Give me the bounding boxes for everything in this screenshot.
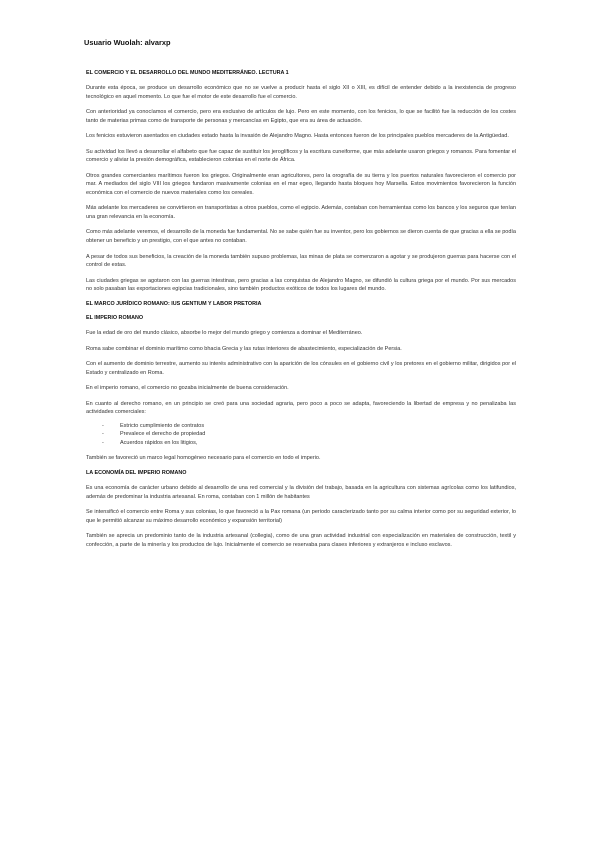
paragraph: En el imperio romano, el comercio no gozaba inicialmente de buena consideración. (86, 385, 289, 392)
section-title-imperio-romano: EL IMPERIO ROMANO (86, 314, 144, 321)
paragraph: Durante esta época, se produce un desarrollo económico que no se vuelve a producir hasta el siglo XII o XIII, es difícil de entender debido a la inexistencia de progreso tecnológico en aquel momento. Lo que fue el motor de este desarrollo fue el comercio. (86, 85, 516, 100)
paragraph: A pesar de todos sus beneficios, la creación de la moneda también supuso problemas, las minas de plata se comenzaron a agotar y se produjeron guerras para hacerse con el control de estas. (86, 253, 516, 269)
document-body (86, 70, 516, 556)
paragraph: Es una economía de carácter urbano debido al desarrollo de una red comercial y la división del trabajo, basada en la agricultura con sistemas agrícolas como los latifundios, además de predominar la industria artesanal. En roma, contaban con 1 millón de habitantes (86, 485, 516, 500)
paragraph: Otros grandes comerciantes marítimos fueron los griegos. Originalmente eran agricultores, pero la orografía de su tierra y los puertos naturales favorecieron el comercio por mar. A mediados del siglo VIII los griegos fundaron masivamente colonias en el mar egeo, llegando hasta bloques hoy Marsella. Estos movimientos favorecieron la función económica con el comercio de nuevos materiales como los cereales. (86, 172, 516, 196)
paragraph: Más adelante los mercaderes se convirtieron en transportistas a otros pueblos, como el egipcio. Además, contaban con herramientas como los bancos y los seguros que tenían una gran relevancia en la economía. (86, 205, 516, 220)
list-item: - Prevalece el derecho de propiedad (116, 430, 516, 439)
paragraph: En cuanto al derecho romano, en un principio se creó para una sociedad agraria, pero poco a poco se adapta, favoreciendo la libertad de empresa y no penalizaba las actividades comerciales: (86, 400, 516, 416)
section-title-economia: LA ECONOMÍA DEL IMPERIO ROMANO (86, 469, 187, 476)
paragraph: Con el aumento de dominio terrestre, aumento su interés administrativo con la aparición de los cónsules en el gobierno civil y los pretores en el gobierno militar, dirigidos por el Estado y centralizado en Roma. (86, 361, 516, 376)
paragraph: Como más adelante veremos, el desarrollo de la moneda fue fundamental. No se sabe quién fue su inventor, pero los gobiernos se dieron cuenta de que gracias a ella se podía obtener un beneficio y un prestigio, con el que antes no contaban. (86, 229, 516, 244)
paragraph: Las ciudades griegas se agotaron con las guerras intestinas, pero gracias a las conquistas de Alejandro Magno, se difundió la cultura griega por el mundo. Por sus mercados no solo pasaban las exportaciones egipcias tradicionales, sino también productos exóticos de todos los lugares del mundo. (86, 277, 516, 293)
paragraph: Fue la edad de oro del mundo clásico, absorbe lo mejor del mundo griego y comienza a dominar el Mediterráneo. (86, 330, 363, 337)
paragraph: Con anterioridad ya conocíamos el comercio, pero era exclusivo de artículos de lujo. Pero en este momento, con los fenicios, lo que se facilitó fue la reducción de los costes tanto de materias primas como de transporte de personas y mercancías en Egipto, que era su área de actuación. (86, 109, 516, 124)
paragraph: Roma sabe combinar el dominio marítimo como bhacia Grecia y las rutas interiores de abastecimiento, especialización de Persia. (86, 345, 402, 352)
paragraph: También se aprecia un predominio tanto de la industria artesanal (collegia), como de una gran actividad industrial con especialización en materiales de construcción, textil y confección, a parte de la minería y los productos de lujo. Inicialmente el comercio se reservaba para clases inferiores y extranjeros e incluso esclavos. (86, 533, 516, 548)
paragraph: Se intensificó el comercio entre Roma y sus colonias, lo que favoreció a la Pax romana (un periodo caracterizado tanto por su calma interior como por su seguridad exterior, lo que le permitió alcanzar su máximo desarrollo económico y expansión territorial) (86, 509, 516, 524)
paragraph: Su actividad los llevó a desarrollar el alfabeto que fue capaz de sustituir los jeroglíficos y la escritura cuneiforme, que más adelante usaron griegos y romanos. Para fomentar el comercio y aliviar la presión demográfica, establecieron colonias en el norte de África. (86, 148, 516, 164)
list-item: - Acuerdos rápidos en los litigios, (116, 439, 516, 448)
section-title-comercio: EL COMERCIO Y EL DESARROLLO DEL MUNDO MEDITERRÁNEO. LECTURA 1 (86, 70, 289, 76)
list-item: - Estricto cumplimiento de contratos (116, 422, 516, 431)
bullet-list (86, 422, 516, 448)
section-title-marco-juridico: EL MARCO JURÍDICO ROMANO: IUS GENTIUM Y LABOR PRETORIA (86, 300, 262, 307)
paragraph: Los fenicios estuvieron asentados en ciudades estado hasta la invasión de Alejandro Magno. Hasta entonces fueron de los principales pueblos mercaderes de la Antigüedad. (86, 133, 509, 140)
paragraph: También se favoreció un marco legal homogéneo necesario para el comercio en todo el imperio. (86, 455, 321, 462)
user-header: Usuario Wuolah: alvarxp (84, 38, 171, 47)
